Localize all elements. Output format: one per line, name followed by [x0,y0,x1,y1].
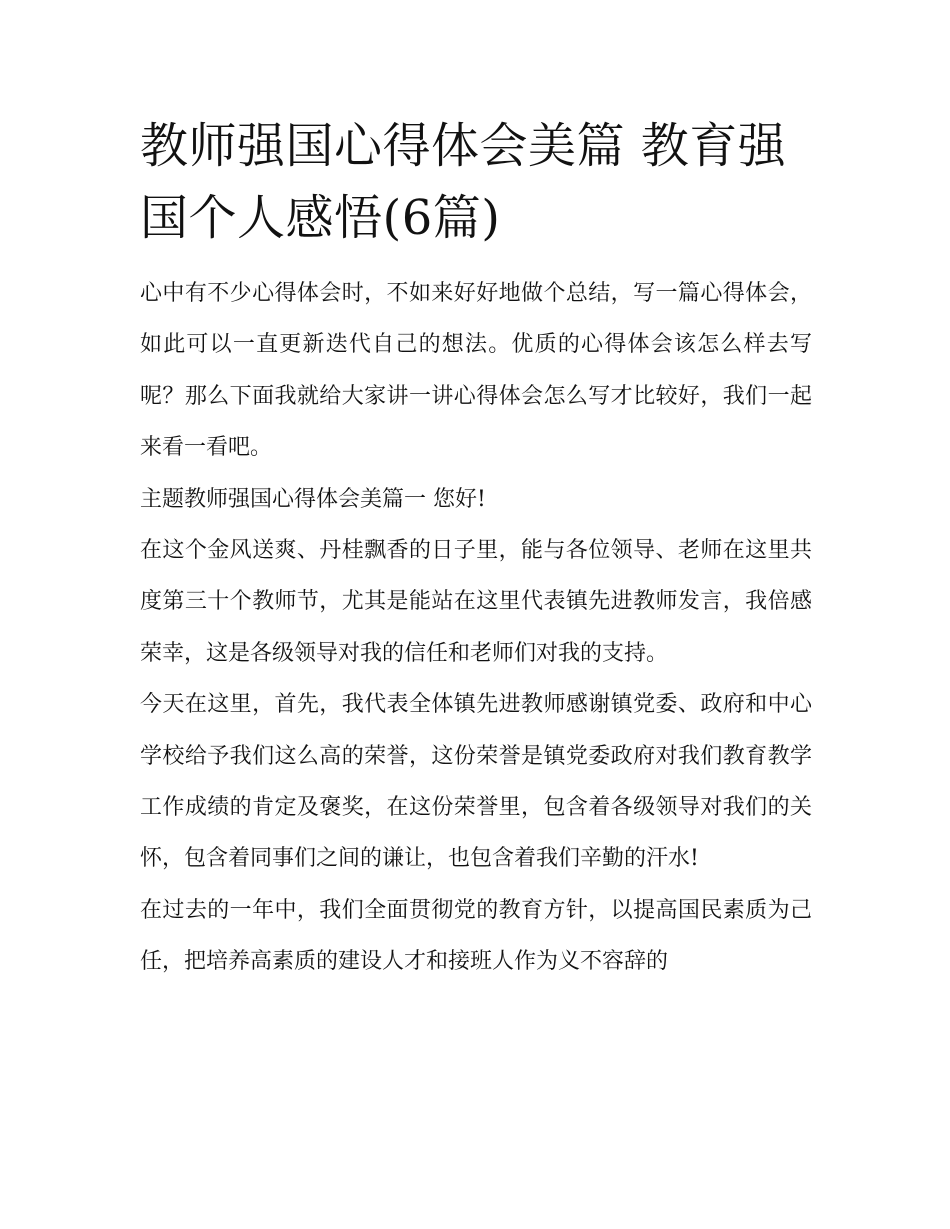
paragraph-intro: 心中有不少心得体会时，不如来好好地做个总结，写一篇心得体会，如此可以一直更新迭代自己的想法。优质的心得体会该怎么样去写呢？那么下面我就给大家讲一讲心得体会怎么写才比较好，我们一起来看一看吧。 [140,281,812,461]
paragraph: 在这个金风送爽、丹桂飘香的日子里，能与各位领导、老师在这里共度第三十个教师节，尤其是能站在这里代表镇先进教师发言，我倍感荣幸，这是各级领导对我的信任和老师们对我的支持。 [140,538,812,666]
document-page [140,110,812,988]
paragraph-section-heading: 主题教师强国心得体会美篇一 您好! [140,486,486,512]
document-title: 教师强国心得体会美篇 教育强国个人感悟(6篇) [140,118,787,246]
paragraph: 在过去的一年中，我们全面贯彻党的教育方针，以提高国民素质为己任，把培养高素质的建设人才和接班人作为义不容辞的 [140,897,812,975]
paragraph: 今天在这里，首先，我代表全体镇先进教师感谢镇党委、政府和中心学校给予我们这么高的荣誉，这份荣誉是镇党委政府对我们教育教学工作成绩的肯定及褒奖，在这份荣誉里，包含着各级领导对我们的关怀，包含着同事们之间的谦让，也包含着我们辛勤的汗水! [140,692,812,872]
document-body [140,268,812,988]
